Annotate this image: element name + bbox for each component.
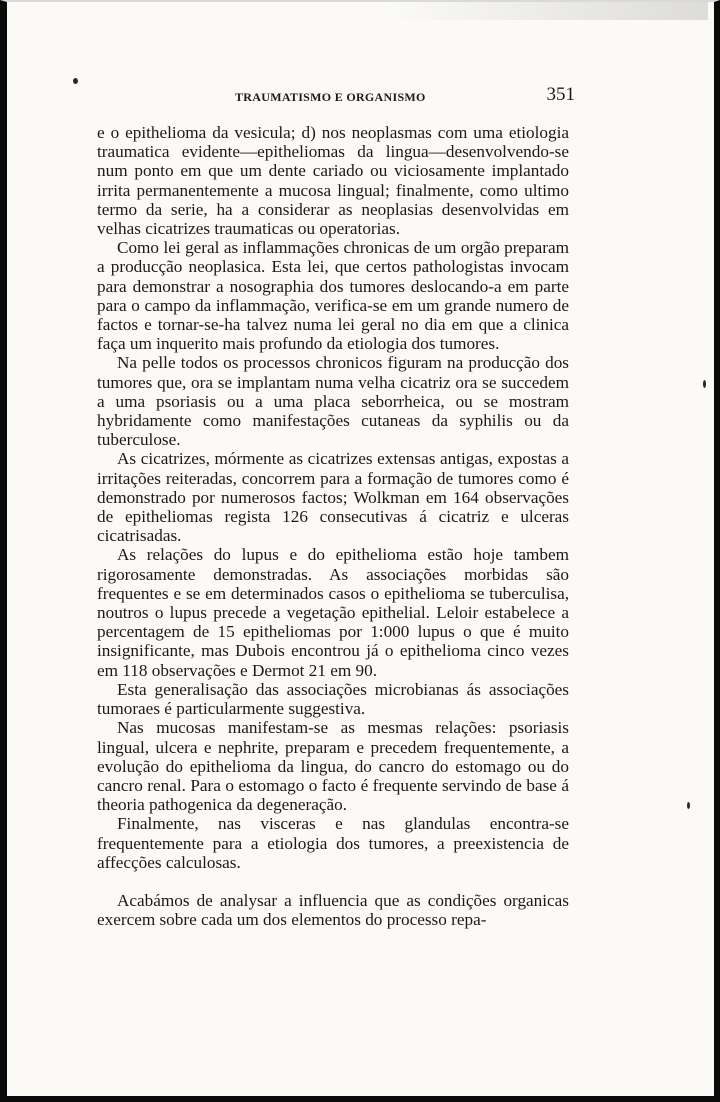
running-title: TRAUMATISMO E ORGANISMO [235,90,426,104]
ink-speck [703,380,706,388]
ink-speck [687,802,690,809]
page-number: 351 [546,84,575,105]
paragraph: As cicatrizes, mórmente as cicatrizes extensas antigas, expostas a irritações reiteradas, concorrem para a formação de tumores como é demonstrado por numerosos factos; Wolkman em 164 observações de epitheliomas regista 126 consecutivas á cicatriz e ulceras cicatrisadas. [97,449,569,546]
paragraph: Finalmente, nas visceras e nas glandulas encontra-se frequentemente para a etiologia dos tumores, a preexistencia de affecções calculosas. [97,814,569,872]
paragraph: Nas mucosas manifestam-se as mesmas relações: psoriasis lingual, ulcera e nephrite, preparam e precedem frequentemente, a evolução do epithelioma da lingua, do cancro do estomago ou do cancro renal. Para o estomago o facto é frequente servindo de base á theoria pathogenica da degeneração. [97,718,569,815]
scan-shadow [388,2,708,20]
paragraph: Esta generalisação das associações microbianas ás associações tumoraes é particularmente suggestiva. [97,679,569,719]
ink-speck [73,78,78,84]
body-text [97,123,569,929]
paragraph: e o epithelioma da vesicula; d) nos neoplasmas com uma etiologia traumatica evidente—epitheliomas da lingua—desenvolvendo-se num ponto em que um dente cariado ou viciosamente implantado irrita permanentemente a mucosa lingual; finalmente, como ultimo termo da serie, ha a considerar as neoplasias desenvolvidas em velhas cicatrizes traumaticas ou operatorias. [97,123,569,239]
paragraph: Acabámos de analysar a influencia que as condições organicas exercem sobre cada um dos elementos do processo repa- [97,890,569,930]
paragraph: Na pelle todos os processos chronicos figuram na producção dos tumores que, ora se implantam numa velha cicatriz ora se succedem a uma psoriasis ou a uma placa seborrheica, ou se mostram hybridamente como manifestações cutaneas da syphilis ou da tuberculose. [97,353,569,450]
paragraph: As relações do lupus e do epithelioma estão hoje tambem rigorosamente demonstradas. As associações morbidas são frequentes e se em determinados casos o epithelioma se tuberculisa, noutros o lupus precede a vegetação epithelial. Leloir estabelece a percentagem de 15 epitheliomas por 1:000 lupus o que é muito insignificante, mas Dubois encontrou já o epithelioma cinco vezes em 118 observações e Dermot 21 em 90. [97,545,569,680]
paragraph: Como lei geral as inflammações chronicas de um orgão preparam a producção neoplasica. Esta lei, que certos pathologistas invocam para demonstrar a nosographia dos tumores deslocando-a em parte para o campo da inflammação, verifica-se em um grande numero de factos e tornar-se-ha talvez numa lei geral no dia em que a clinica faça um inquerito mais profundo da etiologia dos tumores. [97,238,569,354]
page-header [235,84,575,110]
